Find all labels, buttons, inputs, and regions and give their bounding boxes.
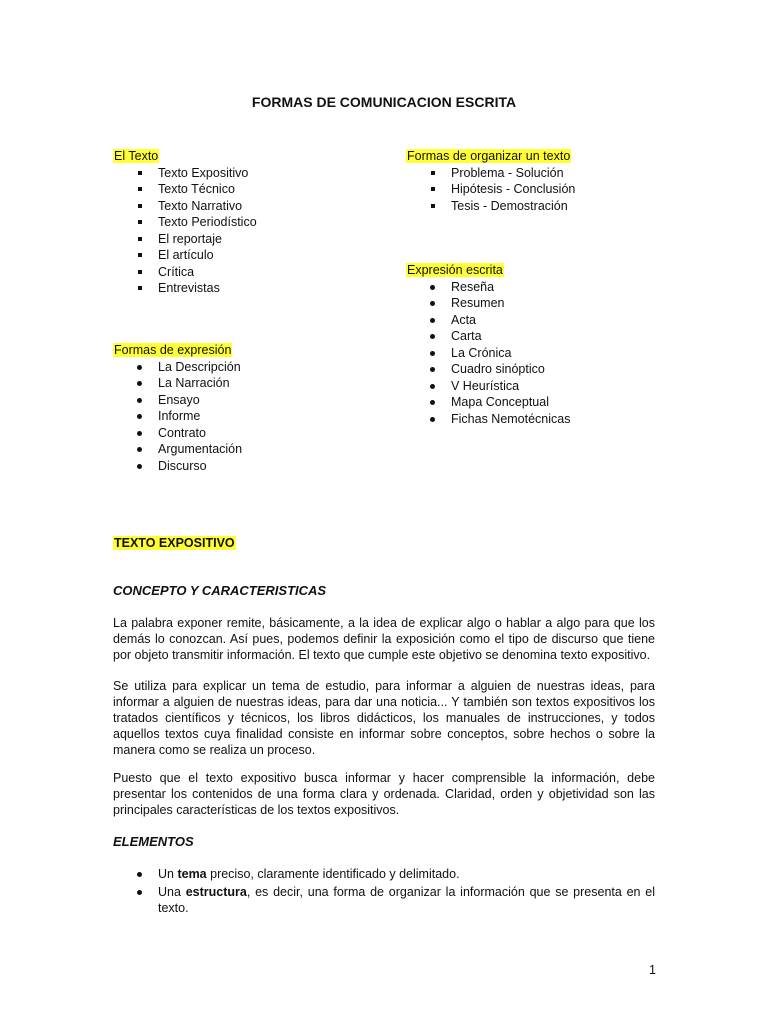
list-item: Una estructura, es decir, una forma de organizar la información que se presenta en el texto. (113, 884, 655, 916)
el-texto-section (113, 148, 257, 297)
list-item (406, 345, 571, 362)
list-item (113, 231, 257, 248)
list-item (113, 441, 242, 458)
expresion-escrita-heading: Expresión escrita (407, 263, 503, 277)
page-number: 1 (649, 963, 656, 977)
list-item (406, 312, 571, 329)
list-item (113, 198, 257, 215)
list-item-label: Tesis - Demostración (451, 198, 568, 213)
list-item-label: Texto Técnico (158, 182, 235, 196)
page-title: FORMAS DE COMUNICACION ESCRITA (251, 94, 517, 110)
list-item (113, 214, 257, 231)
paragraph-1: La palabra exponer remite, básicamente, a la idea de explicar algo o hablar a algo para que los demás lo conozcan. Así pues, podemos definir la exposición como el tipo de discurso que tiene por objeto transmitir información. El texto que cumple este objetivo se denomina texto expositivo. (113, 616, 655, 662)
list-item (406, 295, 571, 312)
section-heading: TEXTO EXPOSITIVO (114, 536, 235, 550)
list-item-label: Informe (158, 409, 201, 423)
expresion-escrita-list (406, 279, 571, 428)
list-item-label: V Heurística (451, 378, 520, 393)
el-texto-list (113, 165, 257, 297)
list-item-label: La Narración (158, 376, 230, 390)
formas-expresion-list (113, 359, 242, 475)
list-item (113, 408, 242, 425)
section-heading-wrap (113, 535, 236, 552)
list-item (113, 165, 257, 182)
list-item (113, 392, 242, 409)
formas-expresion-section (113, 342, 242, 474)
list-item (113, 425, 242, 442)
list-item-label: Reseña (451, 279, 495, 294)
formas-organizar-heading: Formas de organizar un texto (407, 149, 571, 163)
list-item-label: Acta (451, 312, 477, 327)
list-item (113, 247, 257, 264)
list-item-label: Entrevistas (158, 281, 220, 295)
list-item-label: Texto Expositivo (158, 165, 249, 180)
list-item-label: Problema - Solución (451, 165, 564, 180)
elementos-list (113, 866, 655, 918)
paragraph-2: Se utiliza para explicar un tema de estudio, para informar a alguien de nuestras ideas, para informar a alguien de nuestras ideas, para dar una noticia... Y también son textos expositivos los tratados científicos y técnicos, los libros didácticos, los manuales de instrucciones, y todos aquellos textos cuya finalidad consiste en informar sobre conceptos, sobre hechos o sobre la manera como se realiza un proceso. (113, 679, 655, 757)
el-texto-heading: El Texto (114, 149, 159, 163)
list-item-label: Ensayo (158, 392, 200, 407)
list-item-label: Contrato (158, 425, 206, 440)
bullet-icon (137, 890, 142, 895)
formas-organizar-list (406, 165, 575, 215)
bullet-icon (137, 872, 142, 877)
expresion-escrita-section (406, 262, 571, 427)
list-item-label: El reportaje (158, 231, 222, 246)
list-item: Un tema preciso, claramente identificado y delimitado. (113, 866, 655, 882)
list-item (406, 328, 571, 345)
list-item-label: Carta (451, 329, 482, 343)
list-item (406, 361, 571, 378)
list-item-label: Texto Narrativo (158, 198, 243, 213)
list-item (113, 359, 242, 376)
paragraph-3: Puesto que el texto expositivo busca informar y hacer comprensible la información, debe presentar los contenidos de una forma clara y ordenada. Claridad, orden y objetividad son las principales características de los textos expositivos. (113, 771, 655, 817)
list-item (406, 394, 571, 411)
list-item-label: Argumentación (158, 442, 243, 456)
list-item-label: Fichas Nemotécnicas (451, 411, 571, 426)
list-item-label: Hipótesis - Conclusión (451, 182, 576, 196)
list-item (406, 181, 575, 198)
list-item-label: El artículo (158, 248, 214, 262)
list-item-label: Resumen (451, 296, 505, 310)
elementos-heading: ELEMENTOS (113, 834, 194, 849)
list-item-label: La Descripción (158, 359, 241, 374)
list-item (113, 280, 257, 297)
list-item (113, 458, 242, 475)
list-item (406, 198, 575, 215)
list-item (406, 165, 575, 182)
list-item (406, 378, 571, 395)
list-item (113, 264, 257, 281)
list-item-label: La Crónica (451, 345, 512, 360)
list-item (406, 411, 571, 428)
list-item-label: Discurso (158, 458, 207, 473)
list-item (113, 181, 257, 198)
list-item-label: Mapa Conceptual (451, 395, 549, 409)
concepto-heading: CONCEPTO Y CARACTERISTICAS (113, 583, 327, 598)
formas-expresion-heading: Formas de expresión (114, 343, 232, 357)
list-item (113, 375, 242, 392)
list-item-label: Crítica (158, 264, 195, 279)
list-item-label: Cuadro sinóptico (451, 362, 545, 376)
list-item (406, 279, 571, 296)
list-item-label: Texto Periodístico (158, 215, 257, 229)
formas-organizar-section (406, 148, 575, 214)
